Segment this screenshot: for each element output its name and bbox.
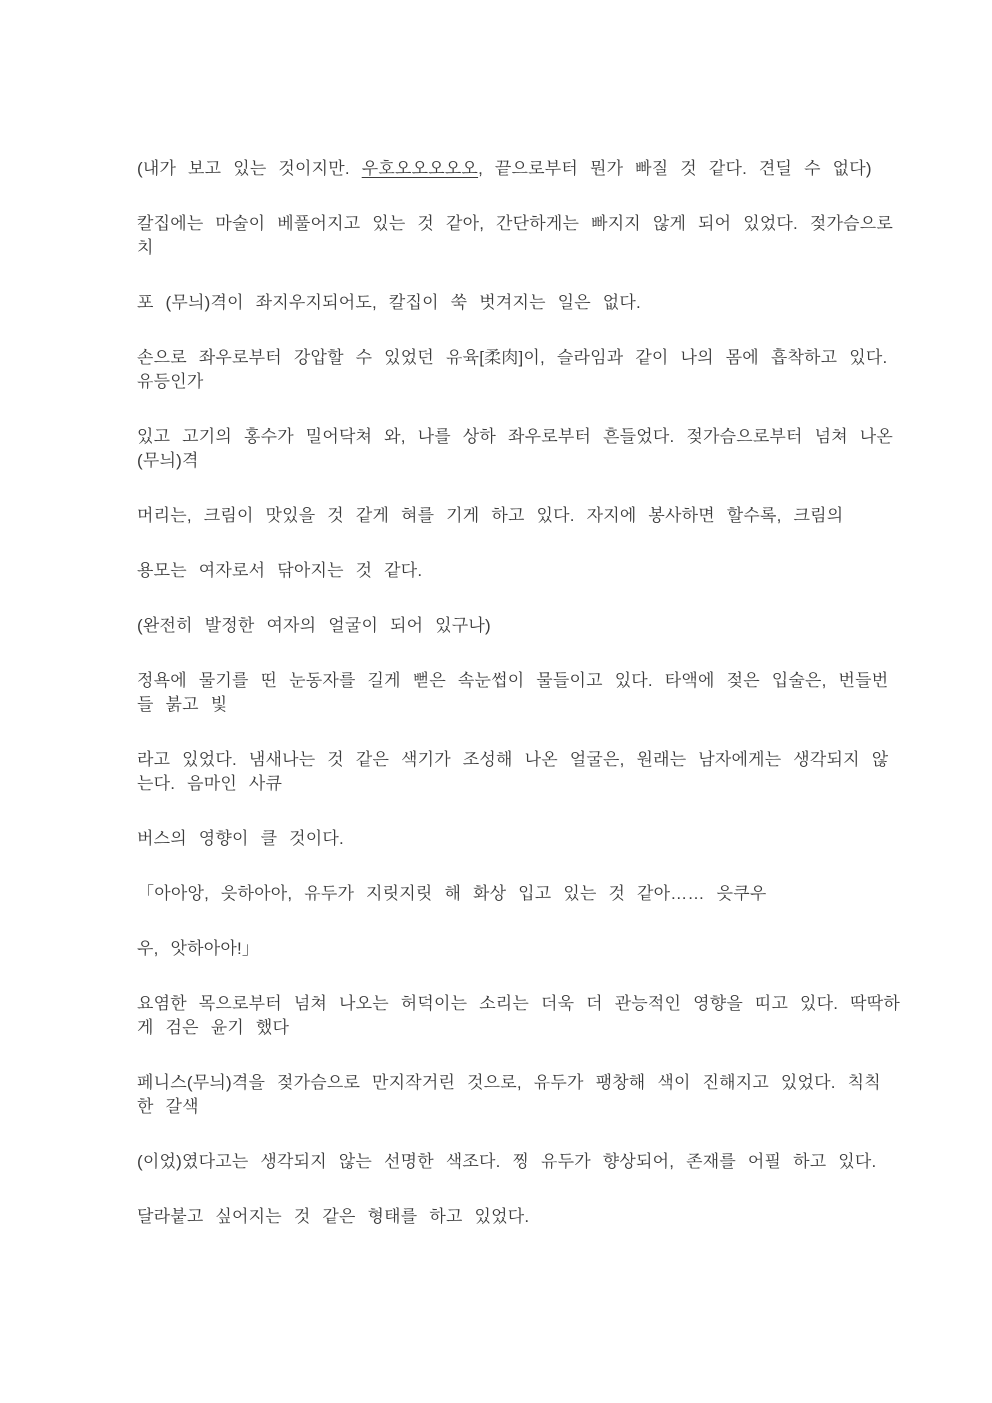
paragraph [137, 157, 932, 181]
text-line [137, 370, 932, 394]
paragraph [137, 504, 932, 528]
text-segment: 머리는, 크림이 맛있을 것 같게 혀를 기게 하고 있다. 자지에 봉사하면 할수록, 크림의 [137, 506, 844, 525]
text-line [137, 1150, 932, 1174]
paragraph [137, 748, 932, 796]
text-segment: 유등인가 [137, 372, 204, 391]
text-line [137, 1095, 932, 1119]
text-segment: 손으로 좌우로부터 강압할 수 있었던 유육[柔肉]이, 슬라임과 같이 나의 몸에 흡착하고 있다. [137, 348, 888, 367]
paragraph [137, 1205, 932, 1229]
text-segment: 치 [137, 238, 154, 257]
text-segment: 페니스(무늬)격을 젖가슴으로 만지작거린 것으로, 유두가 팽창해 색이 진해지고 있었다. 칙칙 [137, 1073, 881, 1092]
text-line [137, 559, 932, 583]
text-segment: 라고 있었다. 냄새나는 것 같은 색기가 조성해 나온 얼굴은, 원래는 남자에게는 생각되지 않 [137, 750, 889, 769]
text-line [137, 157, 932, 181]
text-segment: 용모는 여자로서 닦아지는 것 같다. [137, 561, 423, 580]
text-line [137, 827, 932, 851]
text-segment: 버스의 영향이 클 것이다. [137, 829, 344, 848]
text-line [137, 291, 932, 315]
text-line [137, 748, 932, 772]
text-line [137, 1071, 932, 1095]
text-segment: 있고 고기의 홍수가 밀어닥쳐 와, 나를 상하 좌우로부터 흔들었다. 젖가슴으로부터 넘쳐 나온 [137, 427, 894, 446]
text-line [137, 1205, 932, 1229]
text-line [137, 346, 932, 370]
paragraph [137, 882, 932, 906]
text-segment: 게 검은 윤기 했다 [137, 1018, 290, 1037]
text-segment: (무늬)격 [137, 451, 199, 470]
paragraph [137, 346, 932, 394]
paragraph [137, 1071, 932, 1119]
text-line [137, 882, 932, 906]
paragraph [137, 291, 932, 315]
text-line [137, 212, 932, 236]
text-segment: 한 갈색 [137, 1097, 199, 1116]
paragraph [137, 559, 932, 583]
text-segment: (내가 보고 있는 것이지만. [137, 159, 362, 178]
text-line [137, 236, 932, 260]
underlined-text: 우호오오오오오 [361, 159, 479, 178]
paragraph [137, 992, 932, 1040]
text-segment: 들 붉고 빛 [137, 695, 228, 714]
text-line [137, 772, 932, 796]
text-segment: , 끝으로부터 뭔가 빠질 것 같다. 견딜 수 없다) [478, 159, 872, 178]
text-segment: 「아아앙, 읏하아아, 유두가 지릿지릿 해 화상 입고 있는 것 같아…… 읏쿠우 [137, 884, 767, 903]
text-line [137, 1016, 932, 1040]
text-segment: (완전히 발정한 여자의 얼굴이 되어 있구나) [137, 616, 491, 635]
paragraph [137, 614, 932, 638]
paragraph [137, 827, 932, 851]
text-line [137, 504, 932, 528]
text-segment: (이었)였다고는 생각되지 않는 선명한 색조다. 찡 유두가 향상되어, 존재를 어필 하고 있다. [137, 1152, 877, 1171]
text-segment: 달라붙고 싶어지는 것 같은 형태를 하고 있었다. [137, 1207, 530, 1226]
paragraph [137, 937, 932, 961]
text-line [137, 992, 932, 1016]
paragraph [137, 1150, 932, 1174]
paragraph [137, 212, 932, 260]
text-line [137, 425, 932, 449]
text-segment: 요염한 목으로부터 넘쳐 나오는 허덕이는 소리는 더욱 더 관능적인 영향을 띠고 있다. 딱딱하 [137, 994, 901, 1013]
paragraph [137, 669, 932, 717]
text-segment: 칼집에는 마술이 베풀어지고 있는 것 같아, 간단하게는 빠지지 않게 되어 있었다. 젖가슴으로 [137, 214, 894, 233]
text-segment: 포 (무늬)격이 좌지우지되어도, 칼집이 쑥 벗겨지는 일은 없다. [137, 293, 641, 312]
text-segment: 정욕에 물기를 띤 눈동자를 길게 뻗은 속눈썹이 물들이고 있다. 타액에 젖은 입술은, 번들번 [137, 671, 889, 690]
document-body [137, 157, 932, 1229]
text-line [137, 449, 932, 473]
text-line [137, 669, 932, 693]
text-segment: 는다. 음마인 사큐 [137, 774, 283, 793]
text-segment: 우, 앗하아아!」 [137, 939, 260, 958]
paragraph [137, 425, 932, 473]
text-line [137, 937, 932, 961]
text-line [137, 614, 932, 638]
text-line [137, 693, 932, 717]
